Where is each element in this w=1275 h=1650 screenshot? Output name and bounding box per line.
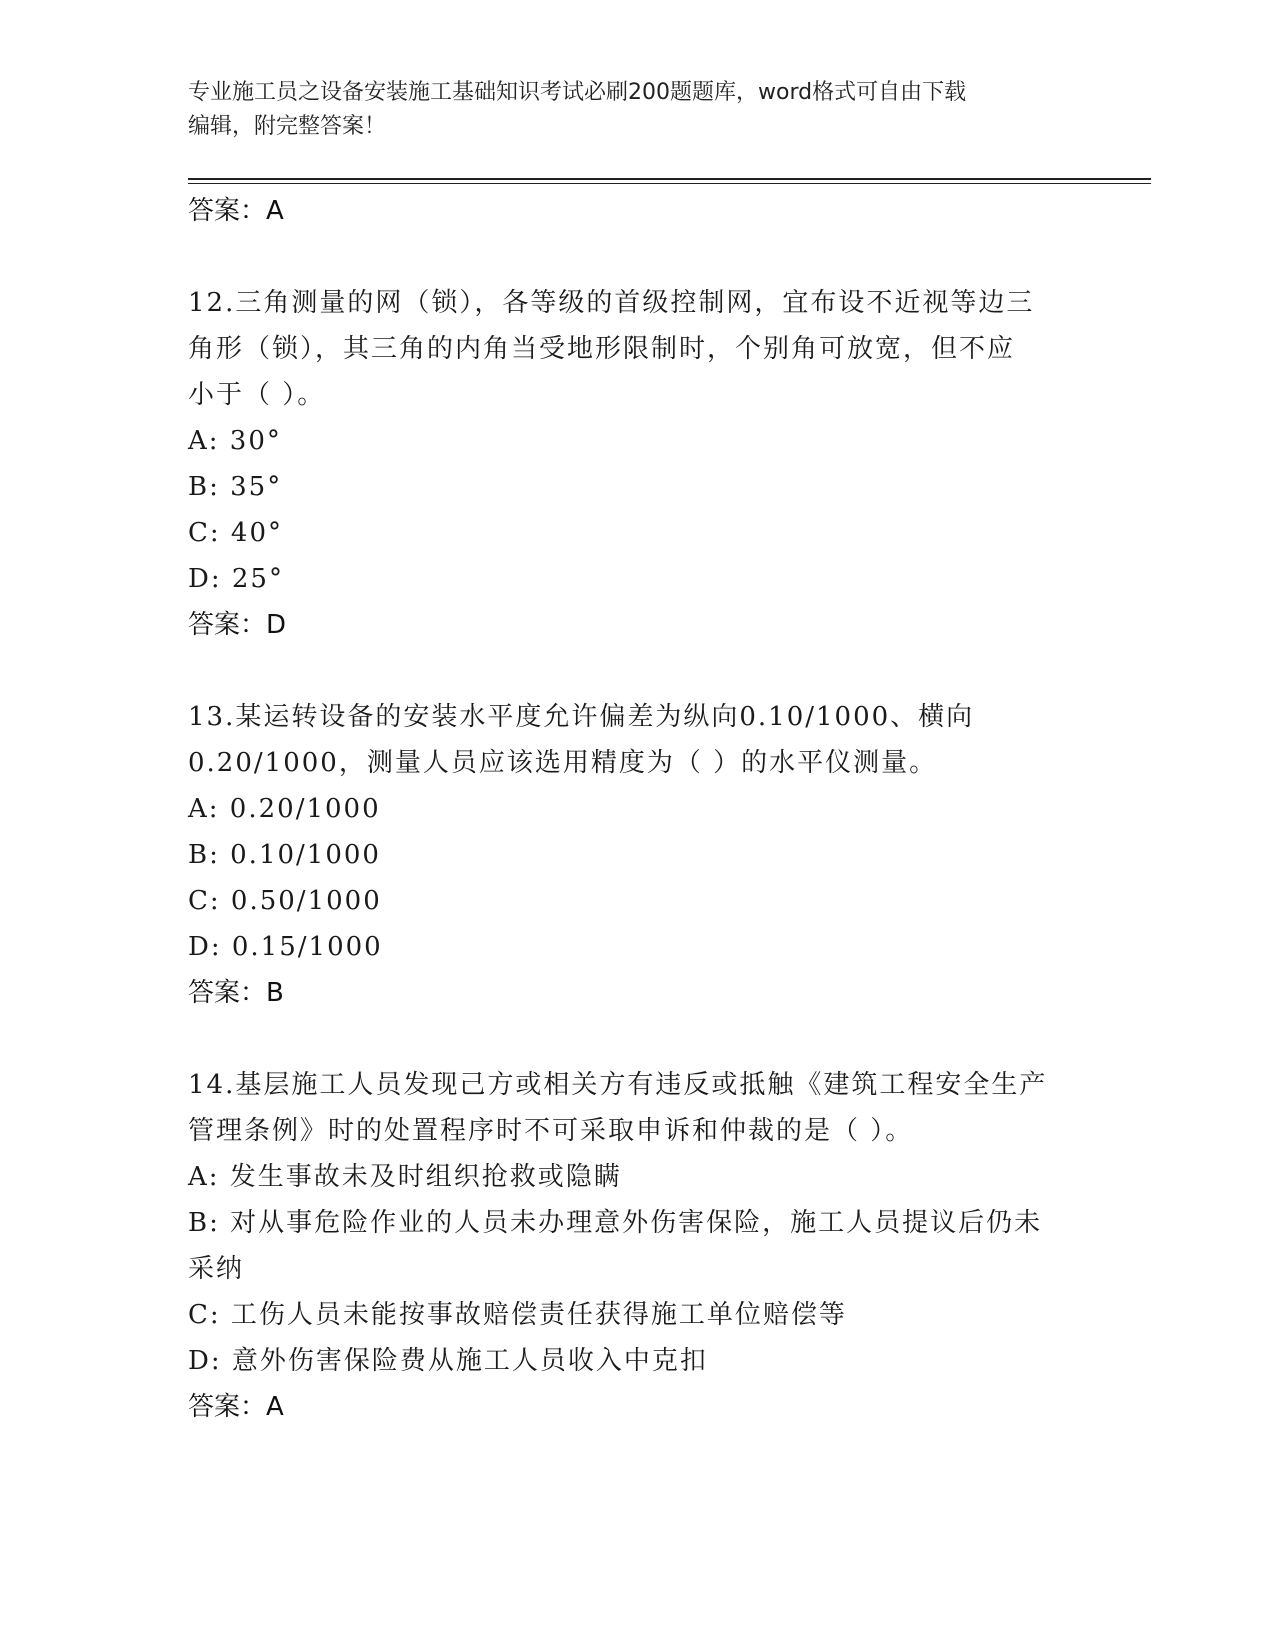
option-b: B: 0.10/1000	[188, 840, 381, 870]
option-a: A: 发生事故未及时组织抢救或隐瞒	[188, 1162, 622, 1192]
option-d: D: 25°	[188, 564, 284, 594]
question-stem-line: 小于（ ）。	[188, 380, 326, 410]
option-b: B: 对从事危险作业的人员未办理意外伤害保险，施工人员提议后仍未 采纳	[188, 1208, 1043, 1284]
question-14	[188, 1062, 1088, 1430]
option-a: A: 0.20/1000	[188, 794, 381, 824]
header-divider-thick	[188, 178, 1151, 180]
question-stem-line: 14.基层施工人员发现己方或相关方有违反或抵触《建筑工程安全生产	[188, 1070, 1048, 1100]
option-c: C: 工伤人员未能按事故赔偿责任获得施工单位赔偿等	[188, 1300, 847, 1330]
spacer	[188, 234, 1088, 280]
header-line-1: 专业施工员之设备安装施工基础知识考试必刷200题题库，word格式可自由下载	[188, 80, 967, 105]
option-a: A: 30°	[188, 426, 282, 456]
question-13	[188, 694, 1088, 1016]
option-d: D: 0.15/1000	[188, 932, 383, 962]
document-body	[188, 188, 1088, 1430]
question-stem-line: 12.三角测量的网（锁），各等级的首级控制网，宜布设不近视等边三	[188, 288, 1035, 318]
spacer	[188, 1016, 1088, 1062]
answer-line: 答案：B	[188, 978, 284, 1008]
answer-line: 答案：D	[188, 610, 287, 640]
option-b: B: 35°	[188, 472, 283, 502]
spacer	[188, 648, 1088, 694]
answer-line: 答案：A	[188, 196, 284, 226]
option-d: D: 意外伤害保险费从施工人员收入中克扣	[188, 1346, 708, 1376]
answer-line: 答案：A	[188, 1392, 284, 1422]
header-divider-thin	[188, 183, 1151, 184]
option-c: C: 40°	[188, 518, 284, 548]
question-stem-line: 角形（锁），其三角的内角当受地形限制时，个别角可放宽，但不应	[188, 334, 1016, 364]
header-line-2: 编辑，附完整答案！	[188, 114, 387, 139]
question-12	[188, 280, 1088, 648]
option-c: C: 0.50/1000	[188, 886, 382, 916]
page-header	[188, 76, 1068, 144]
question-stem-line: 管理条例》时的处置程序时不可采取申诉和仲裁的是（ ）。	[188, 1116, 914, 1146]
question-stem-line: 13.某运转设备的安装水平度允许偏差为纵向0.10/1000、横向	[188, 702, 975, 732]
question-stem-line: 0.20/1000，测量人员应该选用精度为（ ）的水平仪测量。	[188, 748, 938, 778]
